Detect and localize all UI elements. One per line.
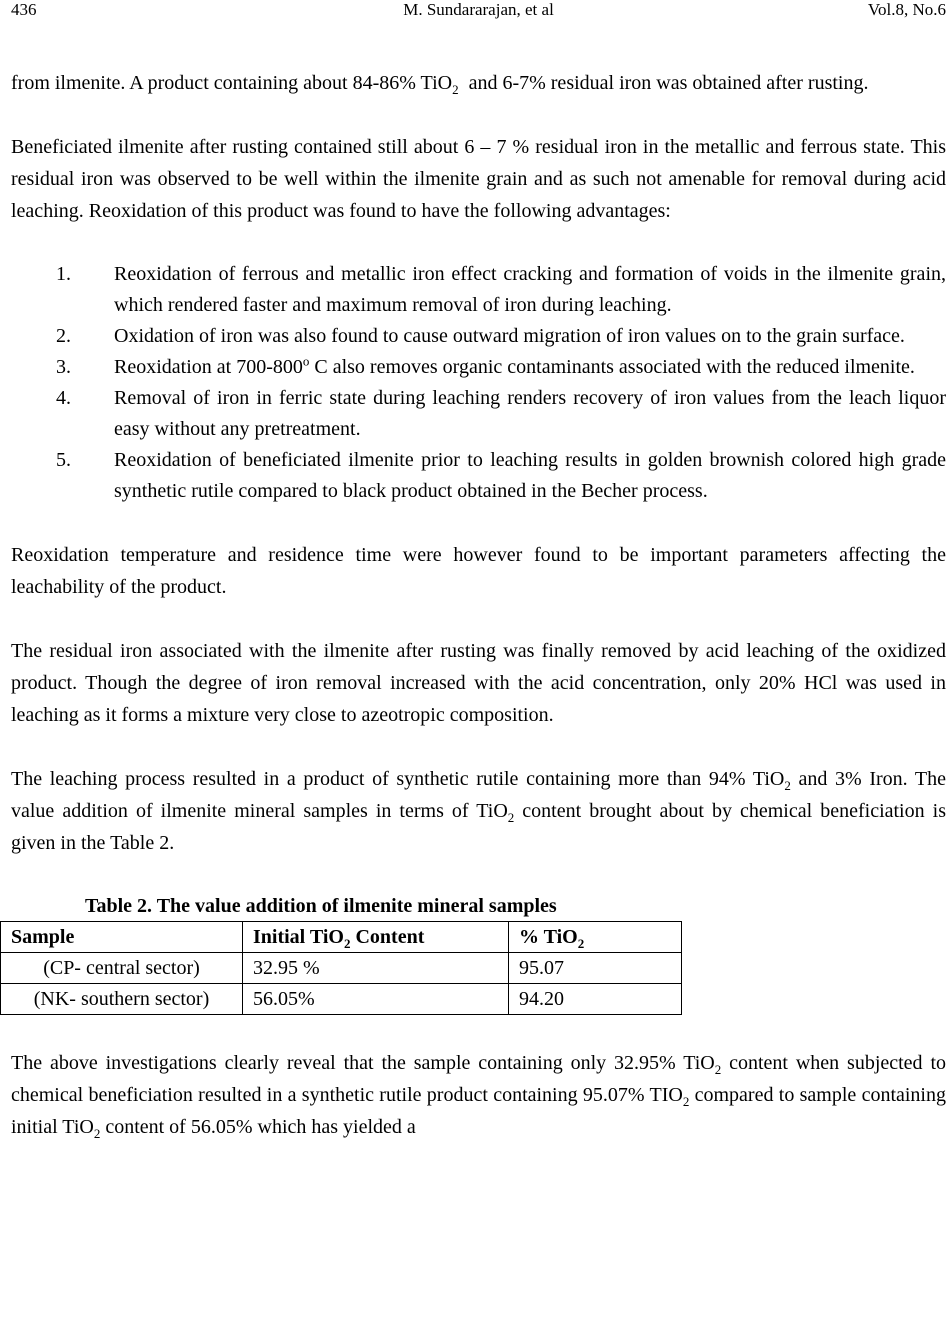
header-sample: Sample: [1, 922, 243, 953]
header-initial-tio2: Initial TiO$_2$ Content: [243, 922, 509, 953]
list-item: 1. Reoxidation of ferrous and metallic iron effect cracking and formation of voids in the ilmenite grain, which rendered faster and maximum removal of iron during leaching.: [56, 263, 946, 316]
page-number: 436: [11, 0, 37, 19]
list-item: 2. Oxidation of iron was also found to cause outward migration of iron values on to the grain surface.: [56, 325, 905, 347]
cell-initial: 32.95 %: [243, 953, 509, 984]
table-row: [1, 953, 682, 984]
paragraph-leaching-result: The leaching process resulted in a product of synthetic rutile containing more than 94% TiO$_2$ and 3% Iron. The value addition of ilmenite mineral samples in terms of TiO$_2$ content brought about by chemical beneficiation is given in the Table 2.: [11, 768, 946, 854]
paragraph-reoxidation-params: Reoxidation temperature and residence time were however found to be important parameters affecting the leachability of the product.: [11, 544, 946, 598]
paragraph-conclusion: The above investigations clearly reveal that the sample containing only 32.95% TiO$_2$ content when subjected to chemical beneficiation resulted in a synthetic rutile product containing 95.07% $TIO_2$ compared to sample containing initial TiO$_2$ content of 56.05% which has yielded a: [11, 1052, 946, 1141]
header-pct-tio2: % TiO$_2$: [509, 922, 682, 953]
table-row: [1, 984, 682, 1015]
cell-sample: (NK- southern sector): [1, 984, 243, 1015]
cell-pct: 95.07: [509, 953, 682, 984]
list-item: 3. Reoxidation at 700-800$^o$ C also removes organic contaminants associated with the reduced ilmenite.: [56, 353, 915, 378]
table-header-row: [1, 922, 682, 953]
paragraph-rusting-product: from ilmenite. A product containing about 84-86% TiO$_2$ and 6-7% residual iron was obtained after rusting.: [11, 72, 869, 97]
paragraph-acid-leaching: The residual iron associated with the ilmenite after rusting was finally removed by acid leaching of the oxidized product. Though the degree of iron removal increased with the acid concentration, only 20% HCl was used in leaching as it forms a mixture very close to azeotropic composition.: [11, 640, 946, 726]
header-volume: Vol.8, No.6: [867, 0, 946, 19]
list-item: 4. Removal of iron in ferric state during leaching renders recovery of iron values from the leach liquor easy without any pretreatment.: [56, 387, 946, 440]
table-caption: Table 2. The value addition of ilmenite mineral samples: [85, 895, 557, 917]
journal-page: [11, 0, 946, 1143]
header-authors: M. Sundararajan, et al: [403, 0, 554, 19]
advantages-list: [11, 259, 946, 507]
cell-pct: 94.20: [509, 984, 682, 1015]
cell-sample: (CP- central sector): [1, 953, 243, 984]
list-item: 5. Reoxidation of beneficiated ilmenite prior to leaching results in golden brownish colored high grade synthetic rutile compared to black product obtained in the Becher process.: [56, 449, 946, 502]
paragraph-residual-iron: Beneficiated ilmenite after rusting contained still about 6 – 7 % residual iron in the metallic and ferrous state. This residual iron was observed to be well within the ilmenite grain and as such not amenable for removal during acid leaching. Reoxidation of this product was found to have the following advantages:: [11, 136, 946, 222]
value-addition-table: [0, 921, 682, 1015]
running-header: [11, 0, 946, 22]
cell-initial: 56.05%: [243, 984, 509, 1015]
